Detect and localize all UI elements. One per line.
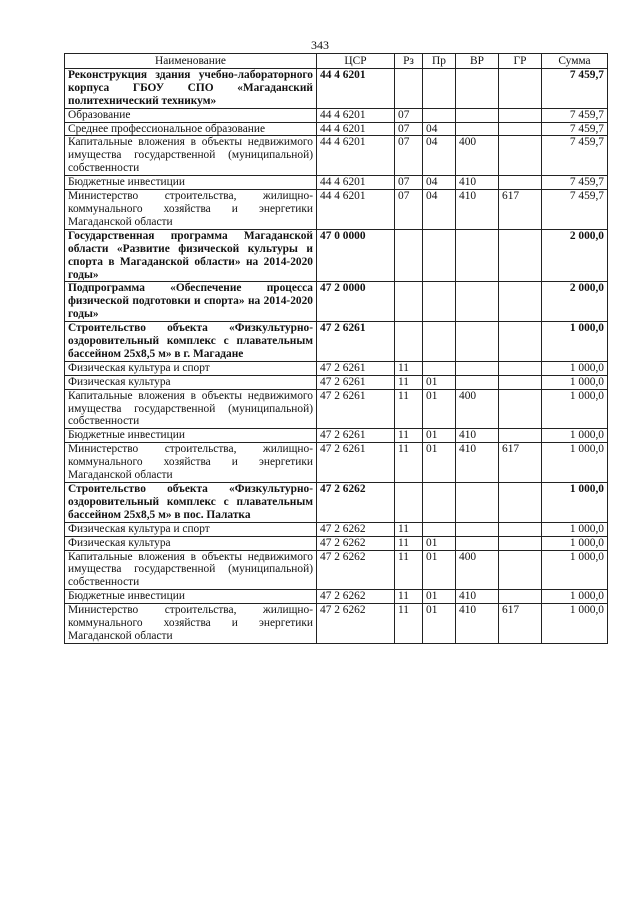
cell-rz: 11 <box>395 522 423 536</box>
cell-gr <box>499 122 542 136</box>
header-csr: ЦСР <box>317 54 395 69</box>
cell-pr: 01 <box>423 429 456 443</box>
cell-name: Капитальные вложения в объекты недвижимого имущества государственной (муниципальной) собственности <box>65 550 317 590</box>
cell-vr <box>456 483 499 523</box>
cell-sum: 7 459,7 <box>542 190 608 230</box>
cell-pr: 01 <box>423 443 456 483</box>
table-row <box>65 604 608 644</box>
cell-sum: 1 000,0 <box>542 483 608 523</box>
cell-gr <box>499 536 542 550</box>
cell-name: Министерство строительства, жилищно-коммунального хозяйства и энергетики Магаданской области <box>65 190 317 230</box>
cell-sum: 7 459,7 <box>542 136 608 176</box>
cell-name: Физическая культура и спорт <box>65 522 317 536</box>
cell-vr <box>456 536 499 550</box>
cell-name: Министерство строительства, жилищно-коммунального хозяйства и энергетики Магаданской области <box>65 604 317 644</box>
cell-pr: 04 <box>423 176 456 190</box>
cell-name: Реконструкция здания учебно-лабораторного корпуса ГБОУ СПО «Магаданский политехнический техникум» <box>65 68 317 108</box>
cell-name: Строительство объекта «Физкультурно-оздоровительный комплекс с плавательным бассейном 25х8,5 м» в пос. Палатка <box>65 483 317 523</box>
cell-vr <box>456 122 499 136</box>
cell-csr: 44 4 6201 <box>317 68 395 108</box>
cell-vr <box>456 522 499 536</box>
table-row <box>65 122 608 136</box>
header-gr: ГР <box>499 54 542 69</box>
table-header <box>65 54 608 69</box>
cell-vr <box>456 375 499 389</box>
header-pr: Пр <box>423 54 456 69</box>
cell-csr: 44 4 6201 <box>317 176 395 190</box>
cell-gr <box>499 176 542 190</box>
cell-vr: 400 <box>456 550 499 590</box>
cell-vr: 410 <box>456 443 499 483</box>
cell-vr <box>456 108 499 122</box>
cell-pr <box>423 282 456 322</box>
table-row <box>65 550 608 590</box>
cell-sum: 2 000,0 <box>542 282 608 322</box>
table-row <box>65 176 608 190</box>
cell-pr: 01 <box>423 604 456 644</box>
cell-sum: 1 000,0 <box>542 522 608 536</box>
table-row <box>65 322 608 362</box>
cell-sum: 1 000,0 <box>542 322 608 362</box>
cell-csr: 47 2 6261 <box>317 361 395 375</box>
cell-name: Бюджетные инвестиции <box>65 176 317 190</box>
cell-csr: 47 2 0000 <box>317 282 395 322</box>
cell-sum: 7 459,7 <box>542 108 608 122</box>
cell-csr: 44 4 6201 <box>317 108 395 122</box>
cell-rz: 11 <box>395 550 423 590</box>
cell-name: Строительство объекта «Физкультурно-оздоровительный комплекс с плавательным бассейном 25х8,5 м» в г. Магадане <box>65 322 317 362</box>
table-row <box>65 522 608 536</box>
cell-csr: 47 2 6262 <box>317 590 395 604</box>
table-row <box>65 389 608 429</box>
cell-vr: 410 <box>456 590 499 604</box>
cell-gr <box>499 136 542 176</box>
cell-gr <box>499 361 542 375</box>
cell-sum: 1 000,0 <box>542 389 608 429</box>
cell-sum: 7 459,7 <box>542 122 608 136</box>
cell-gr <box>499 550 542 590</box>
cell-rz: 07 <box>395 108 423 122</box>
cell-gr <box>499 590 542 604</box>
cell-rz: 11 <box>395 536 423 550</box>
cell-name: Образование <box>65 108 317 122</box>
table-row <box>65 429 608 443</box>
budget-table <box>64 53 608 644</box>
cell-pr: 04 <box>423 190 456 230</box>
cell-csr: 47 2 6261 <box>317 322 395 362</box>
cell-pr <box>423 322 456 362</box>
cell-csr: 47 2 6262 <box>317 536 395 550</box>
cell-rz <box>395 483 423 523</box>
cell-rz: 11 <box>395 429 423 443</box>
cell-pr <box>423 68 456 108</box>
cell-csr: 47 2 6262 <box>317 483 395 523</box>
cell-csr: 44 4 6201 <box>317 190 395 230</box>
cell-rz: 11 <box>395 443 423 483</box>
cell-sum: 1 000,0 <box>542 536 608 550</box>
cell-vr: 410 <box>456 604 499 644</box>
cell-vr: 400 <box>456 136 499 176</box>
table-row <box>65 68 608 108</box>
header-rz: Рз <box>395 54 423 69</box>
cell-gr: 617 <box>499 604 542 644</box>
cell-gr <box>499 389 542 429</box>
cell-pr: 04 <box>423 136 456 176</box>
cell-sum: 2 000,0 <box>542 229 608 282</box>
cell-csr: 47 2 6261 <box>317 375 395 389</box>
cell-pr: 01 <box>423 389 456 429</box>
cell-vr <box>456 282 499 322</box>
cell-sum: 7 459,7 <box>542 68 608 108</box>
cell-pr: 01 <box>423 375 456 389</box>
cell-pr <box>423 483 456 523</box>
cell-pr: 01 <box>423 536 456 550</box>
cell-sum: 1 000,0 <box>542 361 608 375</box>
table-row <box>65 590 608 604</box>
cell-sum: 1 000,0 <box>542 429 608 443</box>
cell-name: Физическая культура и спорт <box>65 361 317 375</box>
cell-csr: 47 2 6262 <box>317 522 395 536</box>
cell-rz: 11 <box>395 361 423 375</box>
header-sum: Сумма <box>542 54 608 69</box>
cell-rz: 11 <box>395 375 423 389</box>
cell-rz: 07 <box>395 190 423 230</box>
cell-name: Среднее профессиональное образование <box>65 122 317 136</box>
cell-csr: 47 0 0000 <box>317 229 395 282</box>
cell-name: Министерство строительства, жилищно-коммунального хозяйства и энергетики Магаданской области <box>65 443 317 483</box>
cell-csr: 47 2 6262 <box>317 604 395 644</box>
cell-gr <box>499 522 542 536</box>
cell-rz: 07 <box>395 176 423 190</box>
cell-name: Подпрограмма «Обеспечение процесса физической подготовки и спорта» на 2014-2020 годы» <box>65 282 317 322</box>
cell-rz <box>395 229 423 282</box>
cell-gr: 617 <box>499 190 542 230</box>
header-vr: ВР <box>456 54 499 69</box>
cell-rz: 07 <box>395 122 423 136</box>
cell-sum: 1 000,0 <box>542 590 608 604</box>
cell-pr <box>423 522 456 536</box>
cell-gr: 617 <box>499 443 542 483</box>
page-number: 343 <box>311 38 329 52</box>
table-body <box>65 68 608 643</box>
cell-csr: 44 4 6201 <box>317 136 395 176</box>
cell-gr <box>499 375 542 389</box>
table-row <box>65 108 608 122</box>
table-row <box>65 443 608 483</box>
cell-vr <box>456 322 499 362</box>
table-row <box>65 229 608 282</box>
cell-csr: 44 4 6201 <box>317 122 395 136</box>
table-row <box>65 282 608 322</box>
cell-pr <box>423 108 456 122</box>
cell-name: Капитальные вложения в объекты недвижимого имущества государственной (муниципальной) собственности <box>65 136 317 176</box>
cell-pr: 01 <box>423 550 456 590</box>
cell-vr: 410 <box>456 190 499 230</box>
cell-name: Физическая культура <box>65 536 317 550</box>
cell-sum: 7 459,7 <box>542 176 608 190</box>
cell-pr <box>423 361 456 375</box>
cell-csr: 47 2 6262 <box>317 550 395 590</box>
cell-sum: 1 000,0 <box>542 604 608 644</box>
table-row <box>65 136 608 176</box>
cell-name: Капитальные вложения в объекты недвижимого имущества государственной (муниципальной) собственности <box>65 389 317 429</box>
cell-gr <box>499 68 542 108</box>
cell-rz: 07 <box>395 136 423 176</box>
cell-csr: 47 2 6261 <box>317 389 395 429</box>
cell-pr: 04 <box>423 122 456 136</box>
cell-pr <box>423 229 456 282</box>
cell-vr <box>456 68 499 108</box>
cell-sum: 1 000,0 <box>542 550 608 590</box>
table-row <box>65 361 608 375</box>
cell-vr: 410 <box>456 176 499 190</box>
cell-name: Бюджетные инвестиции <box>65 590 317 604</box>
cell-csr: 47 2 6261 <box>317 443 395 483</box>
cell-sum: 1 000,0 <box>542 443 608 483</box>
cell-vr <box>456 229 499 282</box>
header-row <box>65 54 608 69</box>
cell-vr <box>456 361 499 375</box>
cell-gr <box>499 322 542 362</box>
table-row <box>65 483 608 523</box>
cell-rz: 11 <box>395 389 423 429</box>
cell-rz: 11 <box>395 590 423 604</box>
cell-gr <box>499 429 542 443</box>
cell-gr <box>499 483 542 523</box>
cell-rz <box>395 282 423 322</box>
cell-gr <box>499 282 542 322</box>
table-row <box>65 190 608 230</box>
header-name: Наименование <box>65 54 317 69</box>
cell-csr: 47 2 6261 <box>317 429 395 443</box>
cell-name: Физическая культура <box>65 375 317 389</box>
cell-gr <box>499 229 542 282</box>
table-row <box>65 536 608 550</box>
cell-rz <box>395 322 423 362</box>
cell-rz: 11 <box>395 604 423 644</box>
cell-pr: 01 <box>423 590 456 604</box>
cell-vr: 400 <box>456 389 499 429</box>
cell-name: Бюджетные инвестиции <box>65 429 317 443</box>
cell-name: Государственная программа Магаданской области «Развитие физической культуры и спорта в Магаданской области» на 2014-2020 годы» <box>65 229 317 282</box>
cell-sum: 1 000,0 <box>542 375 608 389</box>
cell-gr <box>499 108 542 122</box>
table-row <box>65 375 608 389</box>
cell-vr: 410 <box>456 429 499 443</box>
cell-rz <box>395 68 423 108</box>
